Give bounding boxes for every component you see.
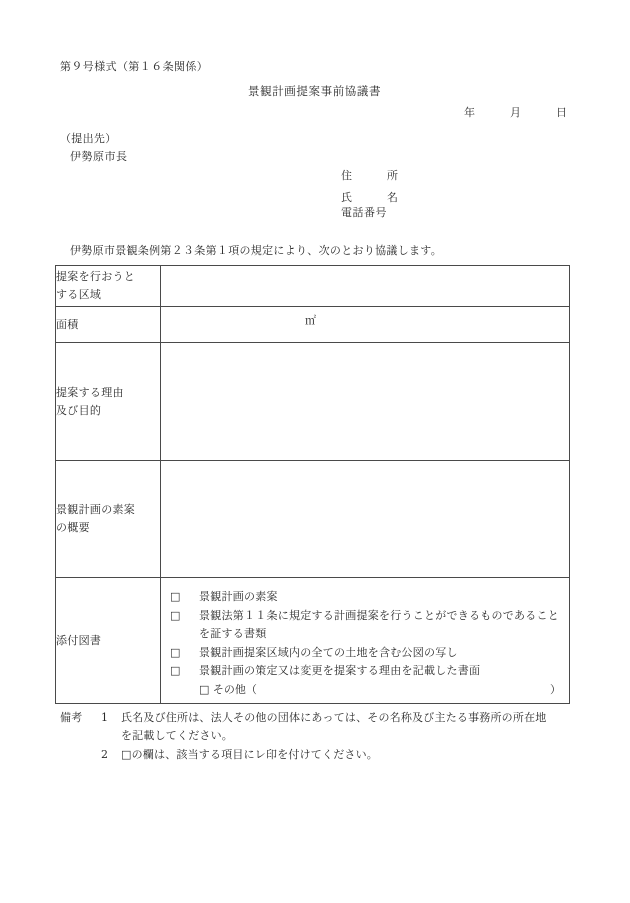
checkbox-label: 景観計画提案区域内の全ての土地を含む公図の写し [199,645,458,659]
row-label-line: 及び目的 [56,403,102,417]
checkbox-item[interactable] [168,662,559,681]
remark-item [60,709,580,745]
row-label-line: 提案を行おうと [56,270,136,283]
row-value-size[interactable] [161,307,570,343]
remarks-label: 備考 [60,711,83,724]
row-value-area[interactable] [161,266,570,307]
checkbox-icon[interactable]: □ [170,645,181,659]
attachment-checkbox-list [161,582,569,699]
row-label-attachments [56,578,161,704]
table-row [56,578,570,704]
checkbox-item[interactable] [168,644,559,663]
row-label-line: の概要 [56,521,90,534]
checkbox-icon[interactable]: □ [170,590,181,603]
remark-number: 1 [101,711,109,724]
other-close-paren: ） [550,682,561,696]
remark-text-continuation: を記載してください。 [121,729,233,742]
remark-number: 2 [101,748,109,761]
checkbox-label: 景観法第１１条に規定する計画提案を行うことができるものであること [199,608,559,622]
row-value-attachments [161,578,570,704]
checkbox-icon[interactable]: □ [170,664,181,677]
checkbox-item[interactable] [168,588,559,607]
checkbox-icon[interactable]: □ [170,608,181,622]
checkbox-item[interactable] [168,607,559,644]
remark-text: □の欄は、該当する項目にレ印を付けてください。 [121,748,378,761]
table-row [56,307,570,343]
table-row [56,343,570,461]
remarks-section [60,709,580,765]
row-label-line: 景観計画の素案 [56,503,136,516]
addressee: 伊勢原市長 [70,150,128,163]
applicant-address-label: 住 所 [341,169,399,182]
row-label-size [56,307,161,343]
checkbox-label-other: その他（ [212,682,257,696]
table-row [56,461,570,578]
row-label-line: 面積 [56,317,79,331]
row-label-line: する区域 [56,288,102,301]
row-value-reason[interactable] [161,343,570,461]
page-title: 景観計画提案事前協議書 [248,84,382,98]
checkbox-icon[interactable]: □ [199,682,210,696]
date-line: 年 月 日 [464,106,568,119]
row-label-area [56,266,161,307]
statement-text: 伊勢原市景観条例第２３条第１項の規定により、次のとおり協議します。 [70,244,443,257]
checkbox-label-continuation: を証する書類 [199,627,267,640]
applicant-name-label: 氏 名 [341,191,399,204]
checkbox-item-other[interactable] [168,681,559,700]
submit-to-label: （提出先） [60,132,117,145]
row-label-line: 提案する理由 [56,385,124,399]
remark-item [60,746,580,764]
table-row [56,266,570,307]
form-table [55,265,570,704]
checkbox-label: 景観計画の策定又は変更を提案する理由を記載した書面 [199,664,481,677]
remark-text: 氏名及び住所は、法人その他の団体にあっては、その名称及び主たる事務所の所在地 [121,711,547,724]
row-label-line: 添付図書 [56,633,102,647]
row-label-reason [56,343,161,461]
form-code: 第９号様式（第１６条関係） [60,60,209,73]
checkbox-label: 景観計画の素案 [199,590,278,603]
applicant-phone-label: 電話番号 [341,206,387,219]
row-label-outline [56,461,161,578]
row-value-outline[interactable] [161,461,570,578]
area-unit-label: ㎡ [305,314,316,327]
